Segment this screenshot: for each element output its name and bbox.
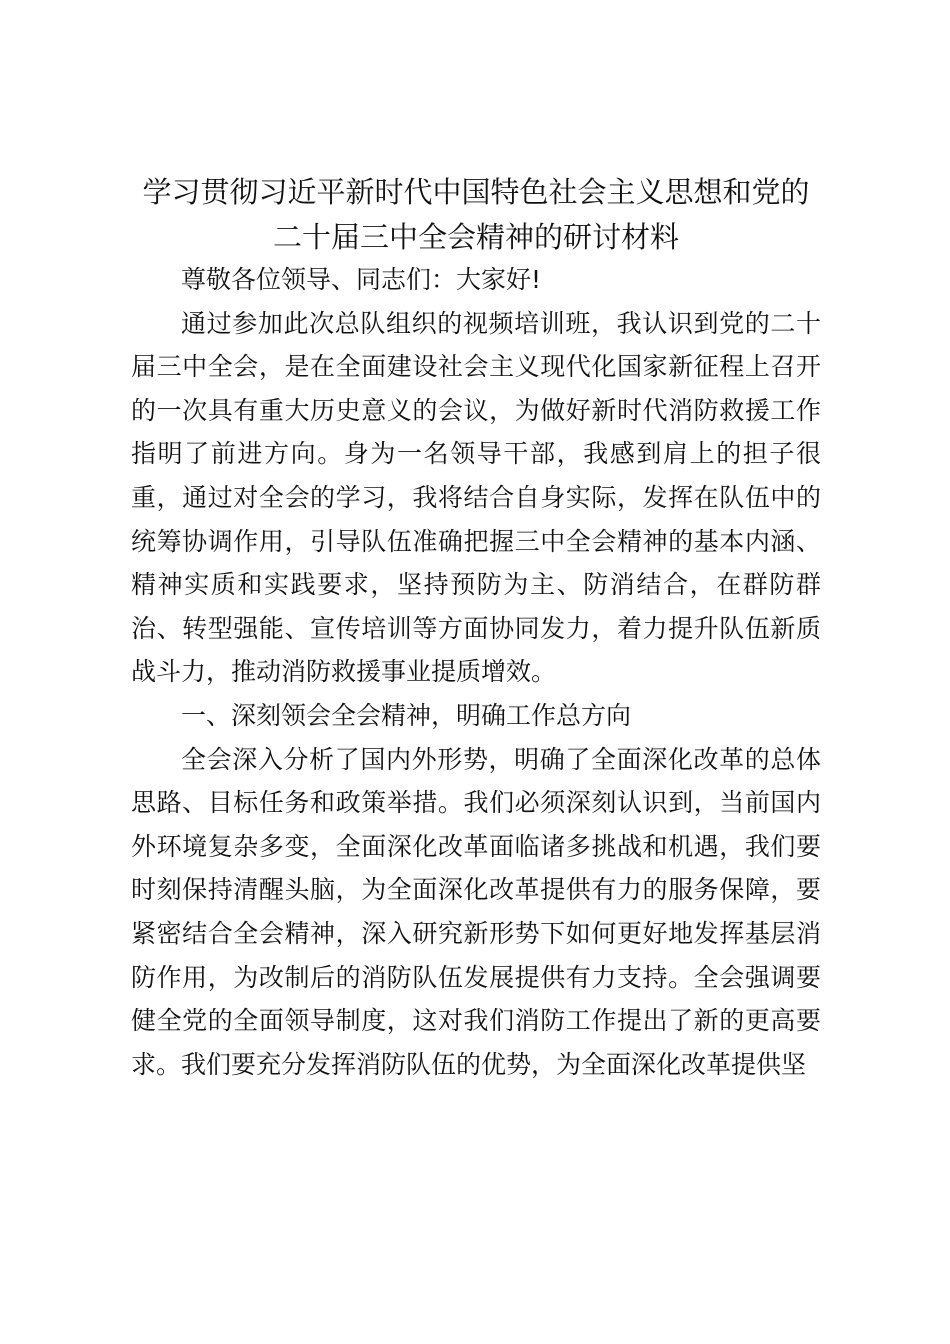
section-paragraph: 全会深入分析了国内外形势，明确了全面深化改革的总体思路、目标任务和政策举措。我们必须深刻认识到，当前国内外环境复杂多变，全面深化改革面临诸多挑战和机遇，我们要时刻保持清醒头脑，为全面深化改革提供有力的服务保障，要紧密结合全会精神，深入研究新形势下如何更好地发挥基层消防作用，为改制后的消防队伍发展提供有力支持。全会强调要健全党的全面领导制度，这对我们消防工作提出了新的更高要求。我们要充分发挥消防队伍的优势，为全面深化改革提供坚 [131, 744, 821, 1079]
document-title: 学习贯彻习近平新时代中国特色社会主义思想和党的二十届三中全会精神的研讨材料 [142, 175, 810, 254]
greeting: 尊敬各位领导、同志们：大家好! [181, 265, 542, 294]
document-page [131, 170, 821, 1086]
section-heading: 一、深刻领会全会精神，明确工作总方向 [181, 700, 632, 730]
intro-paragraph: 通过参加此次总队组织的视频培训班，我认识到党的二十届三中全会，是在全面建设社会主义现代化国家新征程上召开的一次具有重大历史意义的会议，为做好新时代消防救援工作指明了前进方向。身为一名领导干部，我感到肩上的担子很重，通过对全会的学习，我将结合自身实际，发挥在队伍中的统筹协调作用，引导队伍准确把握三中全会精神的基本内涵、精神实质和实践要求，坚持预防为主、防消结合，在群防群治、转型强能、宣传培训等方面协同发力，着力提升队伍新质战斗力，推动消防救援事业提质增效。 [131, 308, 821, 687]
